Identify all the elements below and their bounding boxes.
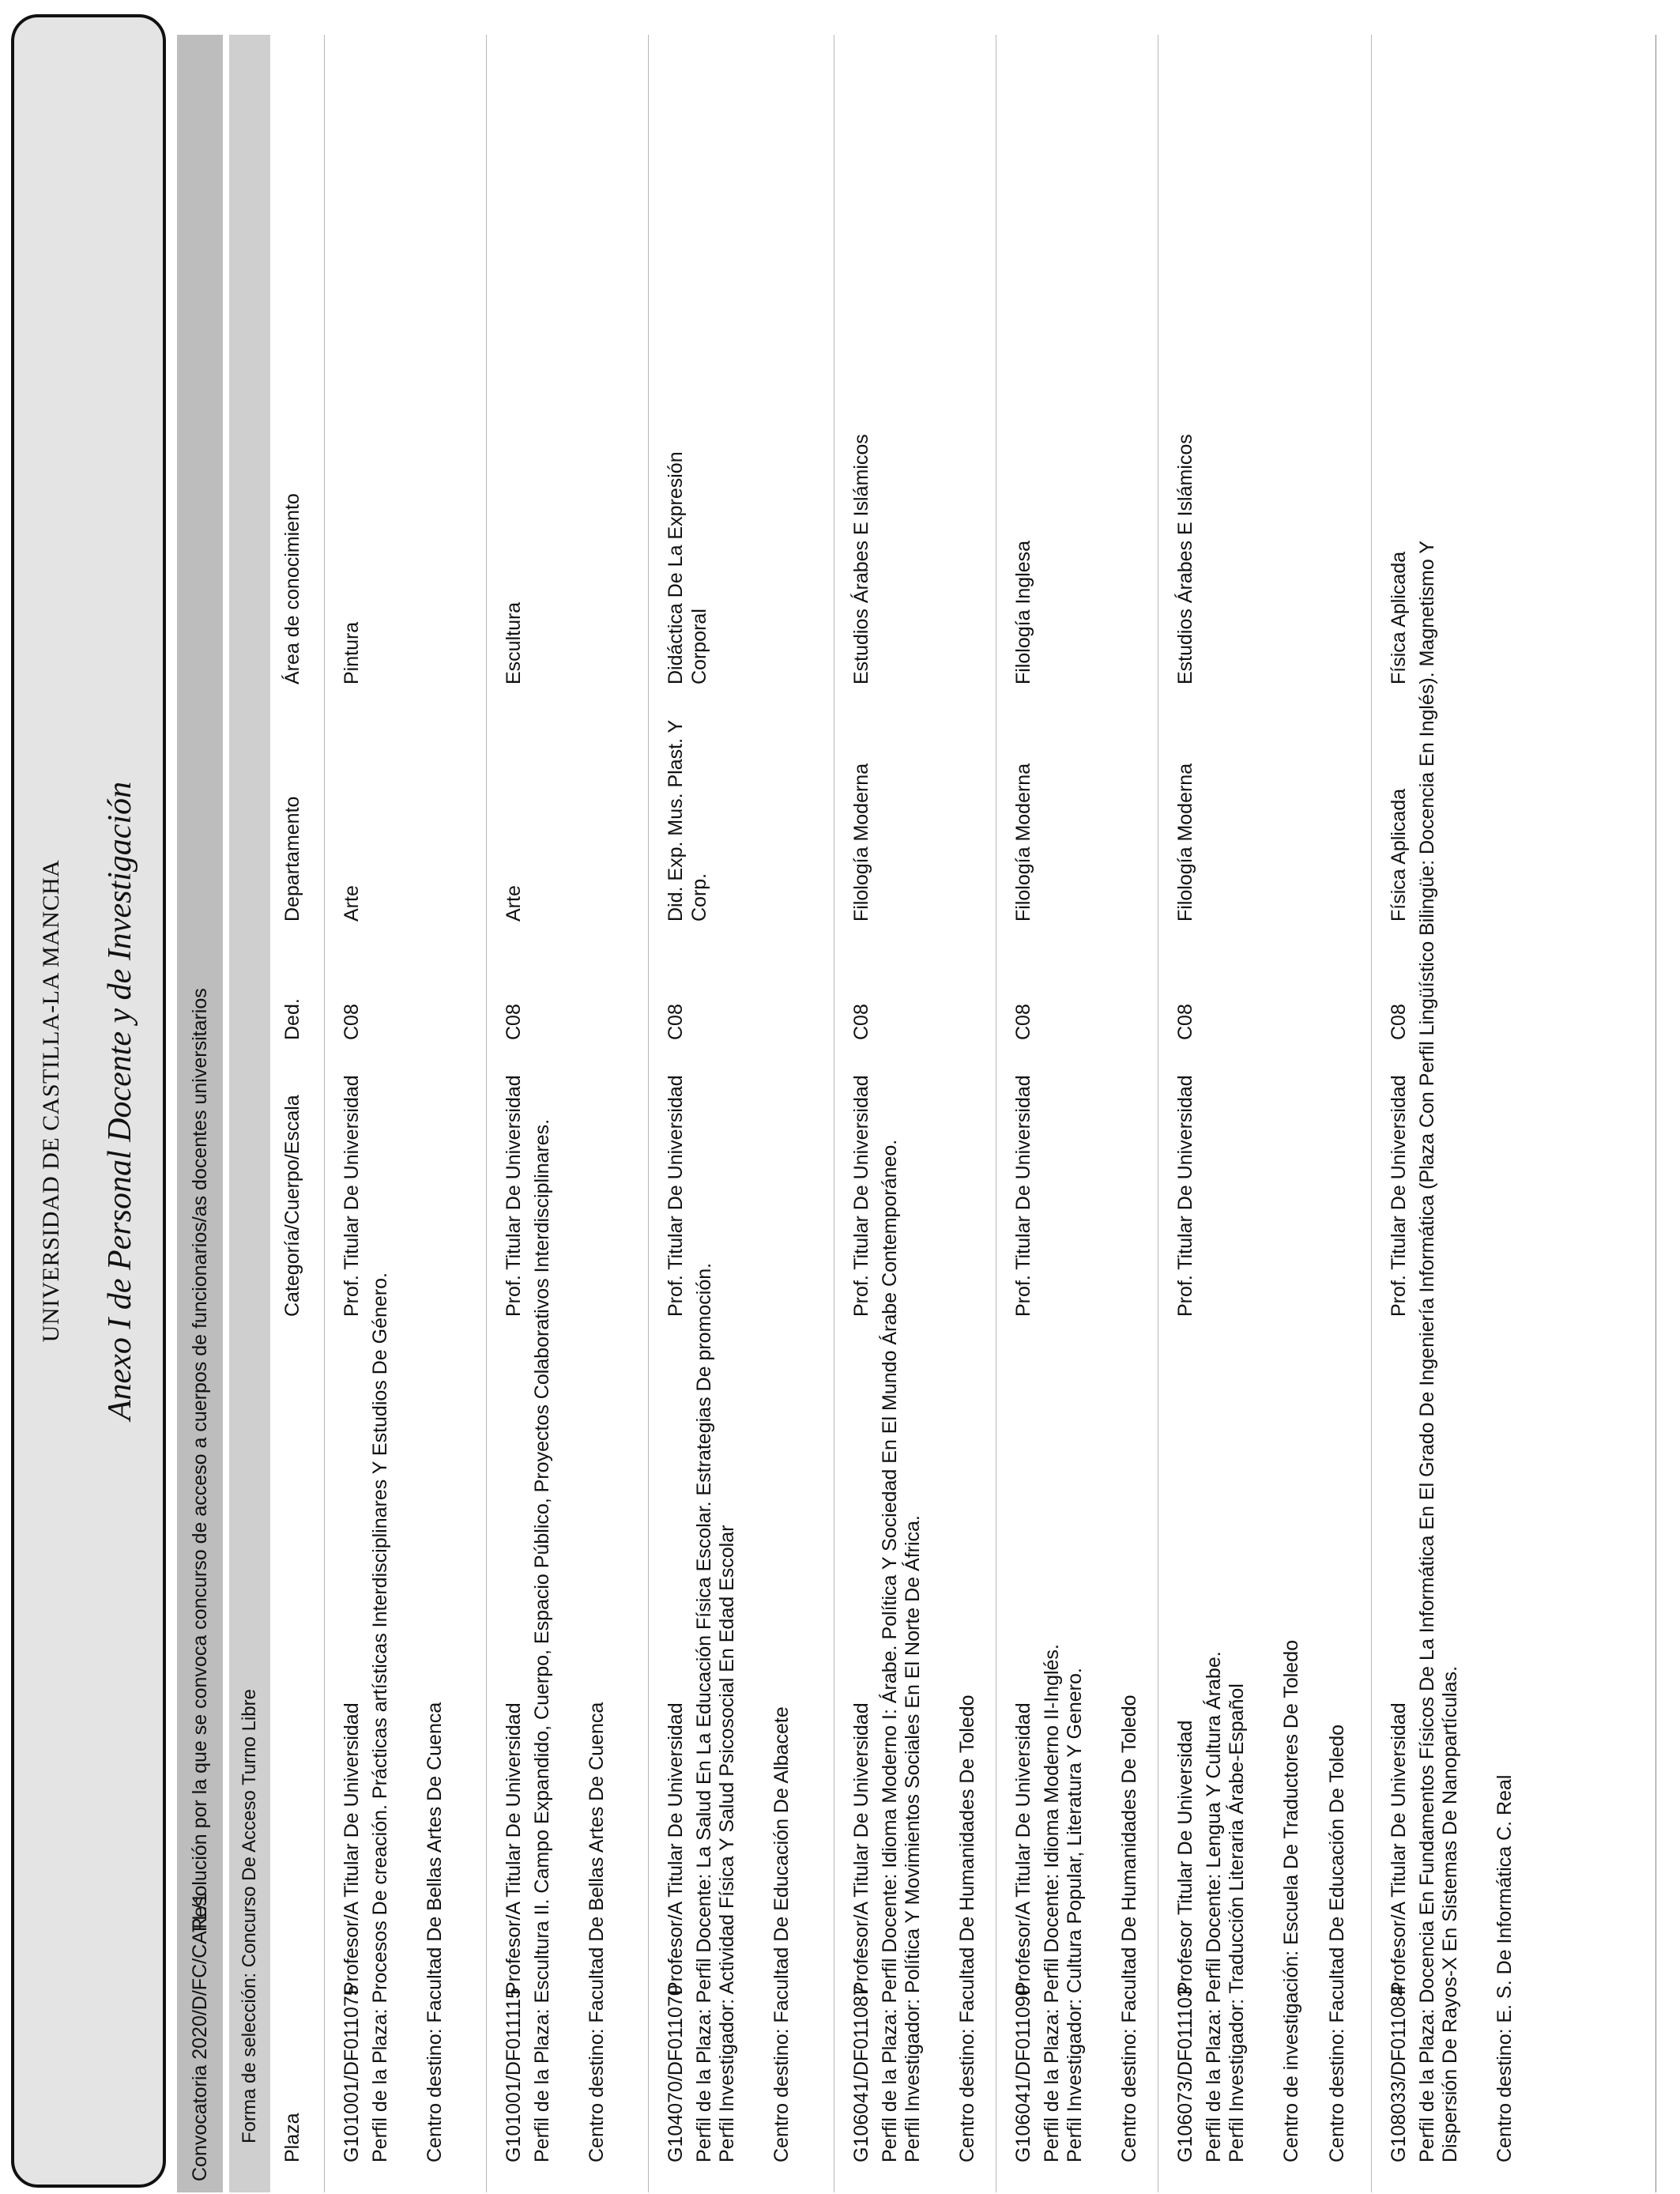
categoria-value: Prof. Titular De Universidad <box>850 1075 872 1317</box>
perfil-line: Perfil Investigador: Actividad Física Y Salud Psicosocial En Edad Escolar <box>716 1525 738 2162</box>
centro-line: Centro destino: E. S. De Informática C. Real <box>1494 1774 1516 2162</box>
dedicacion-value: C08 <box>1174 1004 1196 1040</box>
plaza-code: G106041/DF011090 <box>1012 1985 1034 2162</box>
plaza-code: G101001/DF011115 <box>503 1988 525 2162</box>
perfil-line: Perfil de la Plaza: Perfil Docente: Lengua Y Cultura Árabe. <box>1203 1651 1225 2162</box>
convocatoria-code: Convocatoria 2020/D/FC/CATL/1 <box>189 1893 211 2181</box>
plaza-code: G104070/DF011070 <box>665 1985 687 2162</box>
area-value: Física Aplicada <box>1388 551 1410 684</box>
perfil-line: Perfil de la Plaza: Perfil Docente: Idioma Moderno II-Inglés. <box>1041 1644 1063 2162</box>
centro-line: Centro de investigación: Escuela De Traductores De Toledo <box>1280 1639 1302 2162</box>
column-header-categoria: Categoría/Cuerpo/Escala <box>281 1095 303 1317</box>
dedicacion-value: C08 <box>503 1004 525 1040</box>
perfil-line: Perfil de la Plaza: Escultura II. Campo Expandido, Cuerpo, Espacio Público, Proyectos Colaborativos Interdisciplinares. <box>531 1118 553 2162</box>
annex-title: Anexo I de Personal Docente y de Investigación <box>102 781 138 1421</box>
column-header-plaza: Plaza <box>281 2113 303 2162</box>
dedicacion-value: C08 <box>341 1004 363 1040</box>
categoria-value: Prof. Titular De Universidad <box>1012 1075 1034 1317</box>
row-separator <box>324 35 325 2192</box>
centro-line: Centro destino: Facultad De Bellas Artes De Cuenca <box>424 1702 446 2162</box>
categoria-value: Prof. Titular De Universidad <box>503 1075 525 1317</box>
column-header-area: Área de conocimiento <box>281 493 303 684</box>
perfil-line: Perfil de la Plaza: Docencia En Fundamentos Físicos De La Informática En El Grado De Ingeniería Informática (Plaza Con Perfil Lingüístico Bilingüe: Docencia En Inglés). Magnetismo Y <box>1416 541 1438 2162</box>
plaza-type: Profesor/A Titular De Universidad <box>341 1702 363 1995</box>
area-value: Estudios Árabes E Islámicos <box>850 434 872 684</box>
area-value: Estudios Árabes E Islámicos <box>1174 434 1196 684</box>
area-value: Filología Inglesa <box>1012 540 1034 684</box>
perfil-line: Perfil Investigador: Cultura Popular, Literatura Y Genero. <box>1064 1668 1086 2162</box>
plaza-type: Profesor/A Titular De Universidad <box>1012 1702 1034 1995</box>
centro-line: Centro destino: Facultad De Educación De Toledo <box>1326 1724 1348 2162</box>
forma-seleccion-text: Forma de selección: Concurso De Acceso Turno Libre <box>239 1689 260 2143</box>
centro-line: Centro destino: Facultad De Educación De Albacete <box>770 1706 793 2162</box>
convocatoria-description: Resolución por la que se convoca concurso de acceso a cuerpos de funcionarios/as docentes universitarios <box>189 988 211 1932</box>
area-value: Escultura <box>503 601 525 684</box>
perfil-line: Perfil de la Plaza: Perfil Docente: Idioma Moderno I: Árabe. Política Y Sociedad En El Mundo Árabe Contemporáneo. <box>879 1139 901 2162</box>
categoria-value: Prof. Titular De Universidad <box>1388 1075 1410 1317</box>
categoria-value: Prof. Titular De Universidad <box>341 1075 363 1317</box>
dedicacion-value: C08 <box>1388 1004 1410 1040</box>
perfil-line: Perfil de la Plaza: Procesos De creación. Prácticas artísticas Interdisciplinares Y Estudios De Género. <box>369 1272 391 2162</box>
centro-line: Centro destino: Facultad De Humanidades De Toledo <box>1118 1695 1140 2162</box>
perfil-line: Perfil Investigador: Política Y Movimientos Sociales En El Norte De África. <box>902 1515 924 2162</box>
departamento-value: Filología Moderna <box>1012 763 1034 922</box>
departamento-value: Arte <box>503 885 525 922</box>
categoria-value: Prof. Titular De Universidad <box>665 1075 687 1317</box>
departamento-value: Did. Exp. Mus. Plast. Y Corp. <box>665 720 710 922</box>
plaza-type: Profesor Titular De Universidad <box>1174 1720 1196 1995</box>
plaza-code: G101001/DF011075 <box>341 1985 363 2162</box>
departamento-value: Filología Moderna <box>850 763 872 922</box>
centro-line: Centro destino: Facultad De Humanidades De Toledo <box>956 1695 978 2162</box>
row-separator <box>486 35 487 2192</box>
plaza-code: G108033/DF011084 <box>1388 1985 1410 2162</box>
header-box <box>11 14 166 2188</box>
row-separator <box>648 35 649 2192</box>
perfil-line: Perfil de la Plaza: Perfil Docente: La Salud En La Educación Física Escolar. Estrategias De promoción. <box>693 1262 715 2162</box>
university-title: UNIVERSIDAD DE CASTILLA-LA MANCHA <box>38 859 64 1343</box>
forma-seleccion-bar <box>229 35 270 2192</box>
plaza-type: Profesor/A Titular De Universidad <box>665 1702 687 1995</box>
column-header-departamento: Departamento <box>281 796 303 922</box>
departamento-value: Filología Moderna <box>1174 763 1196 922</box>
dedicacion-value: C08 <box>850 1004 872 1040</box>
departamento-value: Arte <box>341 885 363 922</box>
area-value: Pintura <box>341 621 363 684</box>
centro-line: Centro destino: Facultad De Bellas Artes De Cuenca <box>586 1702 608 2162</box>
convocatoria-bar <box>177 35 223 2192</box>
area-value: Didáctica De La Expresión Corporal <box>665 451 710 684</box>
plaza-type: Profesor/A Titular De Universidad <box>1388 1702 1410 1995</box>
row-separator <box>1371 35 1372 2192</box>
column-header-ded: Ded. <box>281 998 303 1040</box>
plaza-type: Profesor/A Titular De Universidad <box>503 1702 525 1995</box>
categoria-value: Prof. Titular De Universidad <box>1174 1075 1196 1317</box>
plaza-code: G106073/DF011103 <box>1174 1986 1196 2162</box>
plaza-code: G106041/DF011087 <box>850 1985 872 2162</box>
perfil-line: Dispersión De Rayos-X En Sistemas De Nanopartículas. <box>1439 1665 1461 2162</box>
dedicacion-value: C08 <box>1012 1004 1034 1040</box>
perfil-line: Perfil Investigador: Traducción Literaria Árabe-Español <box>1226 1683 1248 2162</box>
departamento-value: Física Aplicada <box>1388 788 1410 922</box>
dedicacion-value: C08 <box>665 1004 687 1040</box>
plaza-type: Profesor/A Titular De Universidad <box>850 1702 872 1995</box>
